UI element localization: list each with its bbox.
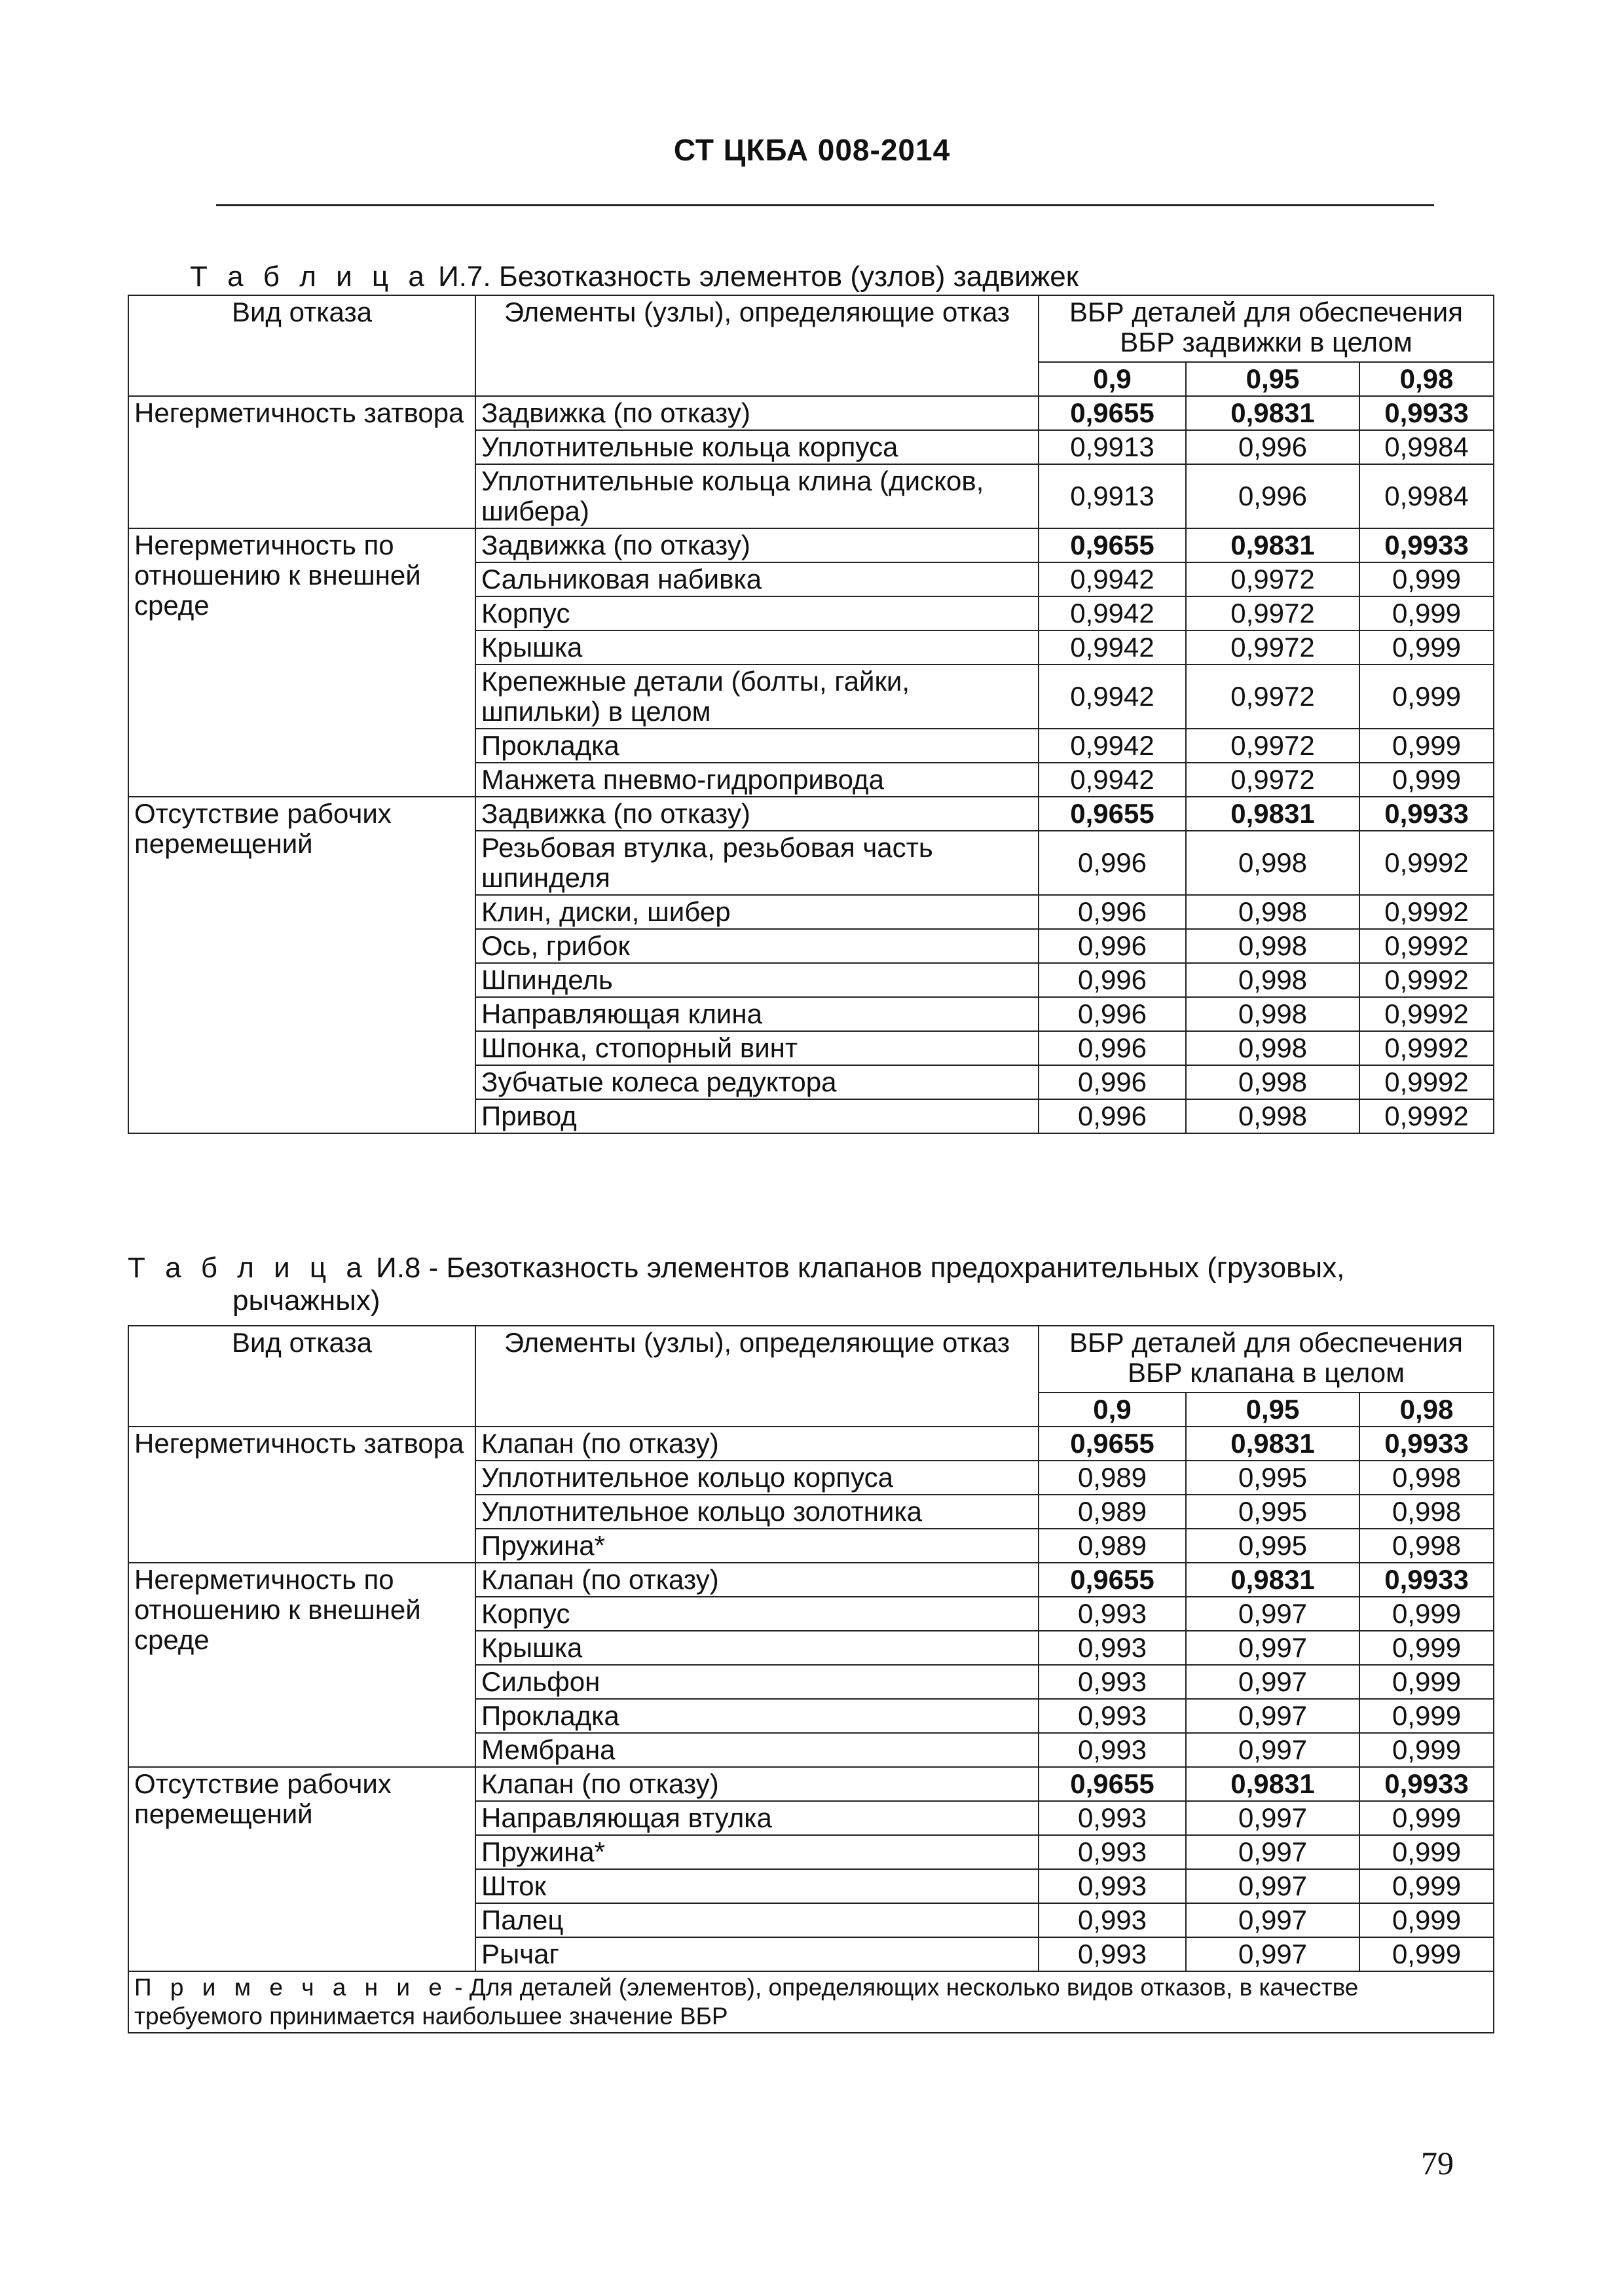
table-row <box>128 797 1494 831</box>
reliability-value-cell: 0,999 <box>1359 596 1494 630</box>
reliability-value-cell: 0,993 <box>1039 1631 1186 1665</box>
reliability-value-cell: 0,9992 <box>1359 1099 1494 1133</box>
table8-body <box>128 1326 1494 1971</box>
reliability-value-cell: 0,999 <box>1359 562 1494 596</box>
element-cell: Корпус <box>475 596 1039 630</box>
reliability-value-cell: 0,9942 <box>1039 665 1186 729</box>
element-cell: Клапан (по отказу) <box>475 1563 1039 1597</box>
reliability-value-cell: 0,9972 <box>1186 630 1359 665</box>
reliability-value-cell: 0,9831 <box>1186 396 1359 430</box>
reliability-value-cell: 0,999 <box>1359 1597 1494 1631</box>
reliability-value-cell: 0,993 <box>1039 1699 1186 1733</box>
reliability-value-cell: 0,997 <box>1186 1937 1359 1971</box>
table7-caption <box>190 261 1079 293</box>
reliability-value-cell: 0,997 <box>1186 1733 1359 1767</box>
reliability-value-cell: 0,9831 <box>1186 797 1359 831</box>
table7-col-vbr-header: ВБР деталей для обеспечения ВБР задвижки в целом <box>1039 295 1494 362</box>
element-cell: Прокладка <box>475 729 1039 763</box>
element-cell: Шпонка, стопорный винт <box>475 1031 1039 1065</box>
reliability-value-cell: 0,998 <box>1186 831 1359 895</box>
element-cell: Клин, диски, шибер <box>475 895 1039 929</box>
reliability-value-cell: 0,997 <box>1186 1869 1359 1903</box>
table8-footer <box>128 1971 1494 2033</box>
table8-note-row <box>128 1971 1494 2033</box>
reliability-value-cell: 0,996 <box>1186 464 1359 528</box>
element-cell: Сальниковая набивка <box>475 562 1039 596</box>
reliability-value-cell: 0,9992 <box>1359 963 1494 997</box>
element-cell: Клапан (по отказу) <box>475 1427 1039 1461</box>
element-cell: Задвижка (по отказу) <box>475 396 1039 430</box>
reliability-value-cell: 0,997 <box>1186 1665 1359 1699</box>
table8-level: 0,98 <box>1359 1393 1494 1427</box>
reliability-value-cell: 0,9992 <box>1359 831 1494 895</box>
table7-caption-text: И.7. Безотказность элементов (узлов) задвижек <box>438 261 1079 293</box>
reliability-value-cell: 0,997 <box>1186 1597 1359 1631</box>
reliability-value-cell: 0,9972 <box>1186 562 1359 596</box>
failure-mode-cell: Отсутствие рабочих перемещений <box>128 1767 475 1971</box>
reliability-value-cell: 0,995 <box>1186 1495 1359 1529</box>
note-label: П р и м е ч а н и е <box>134 1974 448 2001</box>
reliability-value-cell: 0,999 <box>1359 1903 1494 1937</box>
element-cell: Шпиндель <box>475 963 1039 997</box>
reliability-value-cell: 0,998 <box>1186 895 1359 929</box>
reliability-value-cell: 0,996 <box>1039 831 1186 895</box>
reliability-value-cell: 0,999 <box>1359 1801 1494 1835</box>
reliability-value-cell: 0,9992 <box>1359 1065 1494 1099</box>
reliability-value-cell: 0,9913 <box>1039 430 1186 464</box>
reliability-value-cell: 0,999 <box>1359 763 1494 797</box>
failure-mode-cell: Негерметичность затвора <box>128 396 475 528</box>
reliability-value-cell: 0,993 <box>1039 1801 1186 1835</box>
reliability-value-cell: 0,999 <box>1359 630 1494 665</box>
element-cell: Пружина* <box>475 1835 1039 1869</box>
reliability-value-cell: 0,9972 <box>1186 763 1359 797</box>
reliability-value-cell: 0,999 <box>1359 1665 1494 1699</box>
reliability-value-cell: 0,997 <box>1186 1835 1359 1869</box>
element-cell: Направляющая втулка <box>475 1801 1039 1835</box>
table7-level: 0,95 <box>1186 362 1359 396</box>
element-cell: Крепежные детали (болты, гайки, шпильки) в целом <box>475 665 1039 729</box>
reliability-value-cell: 0,9933 <box>1359 396 1494 430</box>
element-cell: Резьбовая втулка, резьбовая часть шпинделя <box>475 831 1039 895</box>
reliability-value-cell: 0,998 <box>1186 997 1359 1031</box>
reliability-value-cell: 0,997 <box>1186 1903 1359 1937</box>
reliability-value-cell: 0,9992 <box>1359 895 1494 929</box>
reliability-value-cell: 0,993 <box>1039 1835 1186 1869</box>
reliability-value-cell: 0,993 <box>1039 1733 1186 1767</box>
element-cell: Крышка <box>475 630 1039 665</box>
reliability-value-cell: 0,996 <box>1039 963 1186 997</box>
reliability-value-cell: 0,998 <box>1186 1031 1359 1065</box>
reliability-value-cell: 0,999 <box>1359 665 1494 729</box>
table8-caption-line2: рычажных) <box>232 1285 380 1317</box>
table8-note <box>128 1971 1494 2033</box>
reliability-value-cell: 0,989 <box>1039 1529 1186 1563</box>
table-row <box>128 528 1494 562</box>
reliability-value-cell: 0,999 <box>1359 1835 1494 1869</box>
element-cell: Ось, грибок <box>475 929 1039 963</box>
reliability-value-cell: 0,9933 <box>1359 797 1494 831</box>
element-cell: Привод <box>475 1099 1039 1133</box>
table-row <box>128 1563 1494 1597</box>
reliability-value-cell: 0,9933 <box>1359 1427 1494 1461</box>
element-cell: Клапан (по отказу) <box>475 1767 1039 1801</box>
element-cell: Уплотнительное кольцо корпуса <box>475 1461 1039 1495</box>
element-cell: Зубчатые колеса редуктора <box>475 1065 1039 1099</box>
table7-col-mode-header: Вид отказа <box>128 295 475 396</box>
table8-caption-text: И.8 - Безотказность элементов клапанов предохранительных (грузовых, <box>376 1252 1345 1284</box>
reliability-value-cell: 0,9913 <box>1039 464 1186 528</box>
reliability-value-cell: 0,997 <box>1186 1801 1359 1835</box>
element-cell: Уплотнительные кольца корпуса <box>475 430 1039 464</box>
reliability-value-cell: 0,996 <box>1039 1031 1186 1065</box>
reliability-value-cell: 0,998 <box>1359 1495 1494 1529</box>
reliability-value-cell: 0,9831 <box>1186 1427 1359 1461</box>
reliability-value-cell: 0,996 <box>1039 1065 1186 1099</box>
reliability-value-cell: 0,9655 <box>1039 797 1186 831</box>
reliability-value-cell: 0,995 <box>1186 1529 1359 1563</box>
reliability-value-cell: 0,996 <box>1039 929 1186 963</box>
reliability-value-cell: 0,996 <box>1039 1099 1186 1133</box>
reliability-value-cell: 0,997 <box>1186 1699 1359 1733</box>
reliability-value-cell: 0,9831 <box>1186 1563 1359 1597</box>
table8-col-element-header: Элементы (узлы), определяющие отказ <box>475 1326 1039 1427</box>
table8-level: 0,95 <box>1186 1393 1359 1427</box>
reliability-value-cell: 0,996 <box>1039 895 1186 929</box>
reliability-value-cell: 0,998 <box>1359 1461 1494 1495</box>
reliability-value-cell: 0,9992 <box>1359 929 1494 963</box>
reliability-value-cell: 0,9984 <box>1359 464 1494 528</box>
element-cell: Пружина* <box>475 1529 1039 1563</box>
element-cell: Мембрана <box>475 1733 1039 1767</box>
reliability-value-cell: 0,993 <box>1039 1937 1186 1971</box>
table8-caption <box>128 1252 1344 1285</box>
reliability-value-cell: 0,996 <box>1186 430 1359 464</box>
element-cell: Рычаг <box>475 1937 1039 1971</box>
reliability-value-cell: 0,9942 <box>1039 630 1186 665</box>
reliability-value-cell: 0,998 <box>1186 929 1359 963</box>
reliability-value-cell: 0,999 <box>1359 1937 1494 1971</box>
reliability-value-cell: 0,9972 <box>1186 729 1359 763</box>
table7-header-row <box>128 295 1494 362</box>
table7 <box>128 295 1494 1134</box>
table7-body <box>128 295 1494 1133</box>
reliability-value-cell: 0,999 <box>1359 1869 1494 1903</box>
element-cell: Крышка <box>475 1631 1039 1665</box>
reliability-value-cell: 0,989 <box>1039 1461 1186 1495</box>
reliability-value-cell: 0,9933 <box>1359 1563 1494 1597</box>
element-cell: Сильфон <box>475 1665 1039 1699</box>
table8 <box>128 1325 1494 2033</box>
reliability-value-cell: 0,9933 <box>1359 528 1494 562</box>
reliability-value-cell: 0,989 <box>1039 1495 1186 1529</box>
reliability-value-cell: 0,993 <box>1039 1597 1186 1631</box>
reliability-value-cell: 0,998 <box>1359 1529 1494 1563</box>
table-row <box>128 1767 1494 1801</box>
table7-caption-label: Т а б л и ц а <box>190 261 430 293</box>
table7-col-element-header: Элементы (узлы), определяющие отказ <box>475 295 1039 396</box>
document-header: СТ ЦКБА 008-2014 <box>673 133 951 167</box>
reliability-value-cell: 0,9942 <box>1039 729 1186 763</box>
element-cell: Направляющая клина <box>475 997 1039 1031</box>
element-cell: Шток <box>475 1869 1039 1903</box>
reliability-value-cell: 0,999 <box>1359 1631 1494 1665</box>
table8-caption-label: Т а б л и ц а <box>128 1252 368 1284</box>
table7-level: 0,98 <box>1359 362 1494 396</box>
reliability-value-cell: 0,999 <box>1359 1733 1494 1767</box>
header-rule <box>216 204 1434 206</box>
reliability-value-cell: 0,998 <box>1186 963 1359 997</box>
reliability-value-cell: 0,9972 <box>1186 665 1359 729</box>
failure-mode-cell: Негерметичность по отношению к внешней среде <box>128 528 475 797</box>
element-cell: Палец <box>475 1903 1039 1937</box>
reliability-value-cell: 0,9831 <box>1186 1767 1359 1801</box>
failure-mode-cell: Отсутствие рабочих перемещений <box>128 797 475 1133</box>
reliability-value-cell: 0,993 <box>1039 1903 1186 1937</box>
element-cell: Задвижка (по отказу) <box>475 528 1039 562</box>
reliability-value-cell: 0,999 <box>1359 1699 1494 1733</box>
reliability-value-cell: 0,9655 <box>1039 1767 1186 1801</box>
reliability-value-cell: 0,9992 <box>1359 1031 1494 1065</box>
reliability-value-cell: 0,993 <box>1039 1869 1186 1903</box>
note-text: - Для деталей (элементов), определяющих несколько видов отказов, в качестве требуемого принимается наибольшее значение ВБР <box>134 1974 1359 2030</box>
element-cell: Уплотнительное кольцо золотника <box>475 1495 1039 1529</box>
reliability-value-cell: 0,995 <box>1186 1461 1359 1495</box>
table8-col-mode-header: Вид отказа <box>128 1326 475 1427</box>
reliability-value-cell: 0,998 <box>1186 1065 1359 1099</box>
reliability-value-cell: 0,9942 <box>1039 596 1186 630</box>
table-row <box>128 1427 1494 1461</box>
element-cell: Манжета пневмо-гидропривода <box>475 763 1039 797</box>
table-row <box>128 396 1494 430</box>
reliability-value-cell: 0,9992 <box>1359 997 1494 1031</box>
reliability-value-cell: 0,9972 <box>1186 596 1359 630</box>
reliability-value-cell: 0,9933 <box>1359 1767 1494 1801</box>
reliability-value-cell: 0,9942 <box>1039 562 1186 596</box>
reliability-value-cell: 0,9655 <box>1039 528 1186 562</box>
reliability-value-cell: 0,9655 <box>1039 1427 1186 1461</box>
table8-header-row <box>128 1326 1494 1393</box>
reliability-value-cell: 0,9984 <box>1359 430 1494 464</box>
element-cell: Корпус <box>475 1597 1039 1631</box>
element-cell: Задвижка (по отказу) <box>475 797 1039 831</box>
element-cell: Уплотнительные кольца клина (дисков, шибера) <box>475 464 1039 528</box>
reliability-value-cell: 0,996 <box>1039 997 1186 1031</box>
table8-col-vbr-header: ВБР деталей для обеспечения ВБР клапана в целом <box>1039 1326 1494 1393</box>
reliability-value-cell: 0,998 <box>1186 1099 1359 1133</box>
reliability-value-cell: 0,997 <box>1186 1631 1359 1665</box>
element-cell: Прокладка <box>475 1699 1039 1733</box>
failure-mode-cell: Негерметичность затвора <box>128 1427 475 1563</box>
reliability-value-cell: 0,9831 <box>1186 528 1359 562</box>
reliability-value-cell: 0,9655 <box>1039 396 1186 430</box>
reliability-value-cell: 0,999 <box>1359 729 1494 763</box>
reliability-value-cell: 0,9655 <box>1039 1563 1186 1597</box>
reliability-value-cell: 0,9942 <box>1039 763 1186 797</box>
reliability-value-cell: 0,993 <box>1039 1665 1186 1699</box>
page-number: 79 <box>1421 2145 1454 2181</box>
table8-level: 0,9 <box>1039 1393 1186 1427</box>
table7-level: 0,9 <box>1039 362 1186 396</box>
failure-mode-cell: Негерметичность по отношению к внешней среде <box>128 1563 475 1767</box>
